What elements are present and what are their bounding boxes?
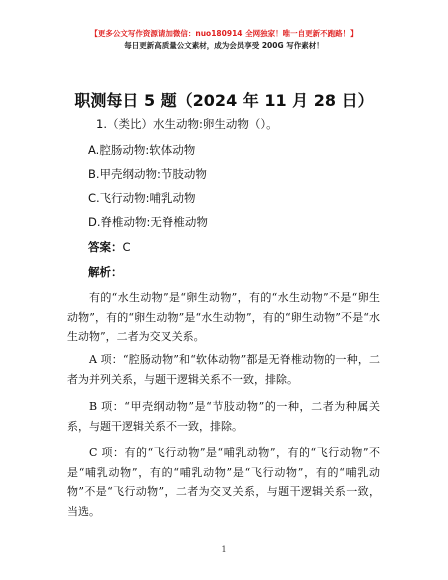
page-title: 职测每日 5 题（2024 年 11 月 28 日） xyxy=(74,91,374,110)
analysis-paragraph-2: A 项：“腔肠动物”和“软体动物”都是无脊椎动物的一种，二者为并列关系，与题干逻辑关系不一致，排除。 xyxy=(67,353,380,386)
option-d: D.脊椎动物:无脊椎动物 xyxy=(88,215,208,229)
promo-banner-line-1: 【更多公文写作资源请加微信：nuo180914 全网独家！唯一自更新不跑路！】 xyxy=(90,29,358,38)
answer-line xyxy=(88,240,131,254)
answer-value: C xyxy=(122,240,131,254)
analysis-label: 解析： xyxy=(88,265,123,279)
answer-label: 答案： xyxy=(88,240,123,254)
analysis-paragraph-4: C 项：有的“飞行动物”是“哺乳动物”，有的“飞行动物”不是“哺乳动物”，有的“哺乳动物”是“飞行动物”，有的“哺乳动物”不是“飞行动物”，二者为交叉关系，与题干逻辑关系一致，当选。 xyxy=(67,446,380,518)
option-a: A.腔肠动物:软体动物 xyxy=(88,143,196,157)
page-number: 1 xyxy=(221,545,227,554)
analysis-paragraph-3: B 项：“甲壳纲动物”是“节肢动物”的一种，二者为种属关系，与题干逻辑关系不一致，排除。 xyxy=(67,400,380,433)
analysis-paragraph-1: 有的“水生动物”是“卵生动物”，有的“水生动物”不是“卵生动物”，有的“卵生动物”是“水生动物”，有的“卵生动物”不是“水生动物”，二者为交叉关系。 xyxy=(67,291,380,343)
question-stem: 1.（类比）水生动物:卵生动物（）。 xyxy=(96,117,278,131)
option-c: C.飞行动物:哺乳动物 xyxy=(88,191,196,205)
promo-banner-line-2: 每日更新高质量公文素材，成为会员享受 200G 写作素材！ xyxy=(124,41,324,50)
option-b: B.甲壳纲动物:节肢动物 xyxy=(88,167,207,181)
